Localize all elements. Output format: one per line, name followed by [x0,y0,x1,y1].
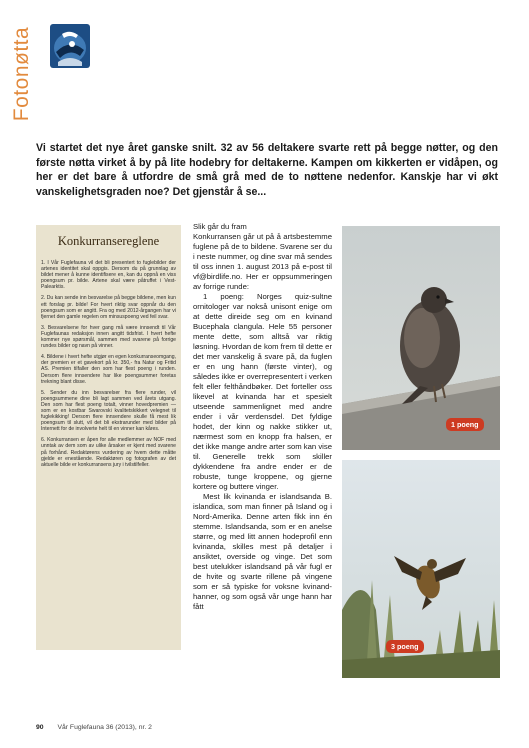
body-column [193,222,332,612]
points-badge-2: 3 poeng [386,640,424,653]
body-paragraph: 1 poeng: Norges quiz-sultne ornitologer var nokså unisont enige om at dette direide seg om en kvinand Bucephala clangula. Hele 55 personer mente dette, som alltså var riktig løsning. Hvordan de kom frem til dette er det mer vanskelig å svare på, da fuglen er en ung hann (første vinter), og således ikke er overrepresentert i verken felt eller felthåndbøker. Det forteller oss likevel at kvinanda har et spesielt utseende sammenlignet med andre ender i vår verdensdel. Det fyldige hodet, der kinn og nakke stikker ut, nærmest som en knopp fra halsen, er det ikke mange andre arter som kan vise til. Generelle trekk som skiller dykkendene fra andre ender er de robuste, tunge kroppene, og gjerne kortere og buttere vinger. [193,292,332,491]
rule-item: 1. I Vår Fuglefauna vil det bli presentert to fuglebilder der artenes identitet skal oppgis. Dersom du på grunnlag av bildet mener å kunne identifisere en, kan du oppnå en viss poengsum pr. bilde. Artene skal være påtruffet i Vest-Palearktis. [41,260,176,291]
rule-item: 4. Bildene i hvert hefte utgjør en egen konkurranseomgang, der premien er et gavekort på kr. 350,- fra Natur og Fritid AS. Premien tilfaller den som har flest poeng i runden. Dersom flere innsendere har like poengsummer foretas trekning blant disse. [41,354,176,385]
body-paragraph: Mest lik kvinanda er islandsanda B. islandica, som man finner på Island og i Nord-Amerika. Denne arten fikk inn én stemme. Islandsanda, som er en anelse større, og med litt annen hodeprofil enn kvinanda, skilles mest på detaljer i ansiktet, overside og vinge. Det som best utelukker islandsand på vår fugl er de hvite og svarte rillene på vingene som er så typiske for voksne kvinand-hanner, og som også vår unge hann har fått [193,492,332,611]
fotonotta-logo [50,24,90,68]
page-number: 90 [36,724,44,731]
rule-item: 5. Sender du inn besvarelser fra flere runder, vil poengsummene dine bli lagt sammen ved årets utgang. Den som har flest poeng totalt, vinner hovedpremien — som er en kostbar Swarovski kvalitetskikkert velegnet til fuglekikking! Dersom flere innsendere skulle få mest lik poengsum til slutt, vil det bli ekstrarunder med bilder på Internett for de involverte helt til en vinner kan kåres. [41,389,176,433]
quiz-photo-1 [342,226,500,450]
points-badge-1: 1 poeng [446,418,484,431]
rule-item: 6. Konkurransen er åpen for alle medlemmer av NOF med unntak av dem som av ulike årsaker er kjent med svarene på forhånd. Redaktørens vurdering av hvem dette måtte gjelde er enestående. Redaktøren og fotografen av det aktuelle bilde er konkurransens jury i tvilstilfeller. [41,437,176,468]
page-footer [36,724,152,731]
journal-citation: Vår Fuglefauna 36 (2013), nr. 2 [57,724,152,731]
intro-text: Vi startet det nye året ganske snilt. 32 av 56 deltakere svarte rett på begge nøtter, og den første nøtta virket å by på lite hodebry for deltakerne. Kampen om kikkerten er vidåpen, og her er det bare å utfordre de små grå med de to nøttene nedenfor. Kanskje har vi økt vanskelighetsgraden noe? Det gjenstår å se... [36,142,498,198]
rule-item: 2. Du kan sende inn besvarelse på begge bildene, men kun ett forslag pr. bilde! For hvert riktig svar oppnår du den poengsum som er angitt. Fra og med 2012-årgangen har vi fjernet den gamle regelen om minsuspoeng ved feil svar. [41,295,176,320]
rules-list [41,260,176,473]
section-title: Fotonøtta [10,26,33,122]
rule-item: 3. Besvarelsene for hver gang må være innsendt til Vår Fuglefaunas redaksjon innen angitt tidsfrist. I hvert hefte kommer nye spørsmål, sammen med svarene på forrige rundes bilder og navn på vinner. [41,324,176,350]
rules-box [36,225,181,650]
body-heading: Slik går du fram [193,222,247,231]
rules-title: Konkurransereglene [57,234,160,248]
body-paragraph: Konkurransen går ut på å artsbestemme fuglene på de to bildene. Svarene ser du i neste nummer, og dine svar må sendes til oss innen 1. august 2013 på e-post til vf@birdlife.no. Her er oppsummeringen av forrige runde: [193,232,332,291]
